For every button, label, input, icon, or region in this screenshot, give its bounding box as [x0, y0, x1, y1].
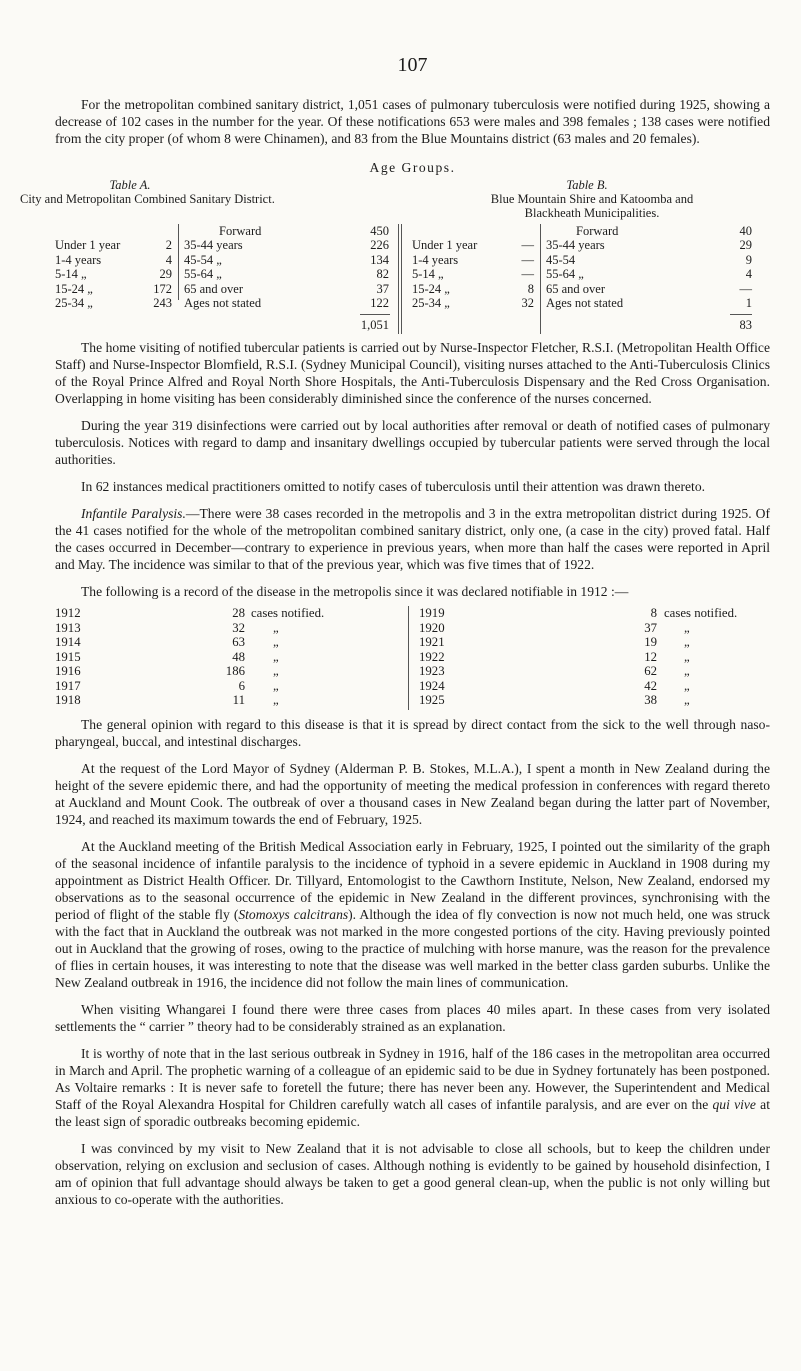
latin-phrase: qui vive — [712, 1097, 756, 1112]
species-name: Stomoxys calcitrans — [238, 907, 349, 922]
year-row: 1912 28 cases notified. — [55, 606, 325, 620]
paragraph-home-visiting: The home visiting of notified tubercular patients is carried out by Nurse-Inspector Fletcher, R.S.I. (Metropolitan Health Office Staff) and Nurse-Inspector Blomfield, R.S.I. (Sydney Municipal Council), visiting nurses attached to the Anti-Tuberculosis Clinics of the Royal Prince Alfred and Royal North Shore Hospitals, the Anti-Tuberculosis Dispensary and the Red Cross Organisation. Overlapping in home visiting has been considerably diminished since the conference of the nurses concerned. — [55, 340, 770, 406]
table-a-row: Under 1 year 2 — [55, 238, 172, 253]
paragraph-whangarei: When visiting Whangarei I found there were three cases from places 40 miles apart. In these cases from very isolated settlements the “ carrier ” theory had to be considerably strained as an explanation. — [55, 1002, 770, 1034]
table-a-total-rule — [360, 314, 390, 315]
year-row: 1916 186 „ — [55, 664, 279, 678]
table-a-row: 65 and over 37 — [184, 281, 389, 296]
table-b-left-column — [412, 224, 534, 310]
table-b-row: Ages not stated 1 — [546, 295, 752, 310]
year-row: 1919 8 cases notified. — [419, 606, 738, 620]
year-row: 1913 32 „ — [55, 620, 279, 635]
table-b-row: 45-54 9 — [546, 252, 752, 267]
table-a-row: 55-64 „ 82 — [184, 267, 389, 282]
paragraph-disinfections: During the year 319 disinfections were carried out by local authorities after removal or death of notified cases of pulmonary tuberculosis. Notices with regard to damp and insanitary dwellings occupied by tubercular patients were served through the local authorities. — [55, 418, 770, 467]
table-b-subtitle-line2: Blackheath Municipalities. — [524, 206, 660, 220]
year-row: 1921 19 „ — [419, 635, 690, 649]
year-row: 1915 48 „ — [55, 649, 279, 664]
table-a-total: 1,051 — [360, 318, 389, 332]
table-a-row: Ages not stated 122 — [184, 295, 389, 310]
year-row: 1917 6 „ — [55, 678, 279, 693]
paragraph-infantile-paralysis: Infantile Paralysis.—There were 38 cases recorded in the metropolis and 3 in the extra metropolitan district during 1925. Of the 41 cases notified for the whole of the metropolitan combined sanitary district, only one, (a case in the city) proved fatal. Half the cases occurred in December—contrary to experience in previous years, when more than half the cases were reported in April and May. The incidence was similar to that of the previous year, which was five times that of 1922. — [55, 506, 771, 572]
table-b-caption: Table B. — [566, 178, 608, 192]
paragraph-intro: For the metropolitan combined sanitary district, 1,051 cases of pulmonary tuberculosis were notified during 1925, showing a decrease of 102 cases in the number for the year. Of these notifications 653 were males and 398 females ; 138 cases were notified from the city proper (of whom 8 were Chinamen), and 83 from the Blue Mountains district (63 males and 20 females). — [55, 97, 770, 146]
table-a-row: 35-44 years 226 — [184, 238, 389, 253]
paragraph-new-zealand: At the request of the Lord Mayor of Sydney (Alderman P. B. Stokes, M.L.A.), I spent a month in New Zealand during the height of the severe epidemic there, and had the opportunity of meeting the medical profession in conferences with regard thereto at Auckland and Mount Cook. The outbreak of over a thousand cases in New Zealand began during the latter part of November, 1924, and reached its maximum towards the end of February, 1925. — [55, 761, 770, 827]
infantile-paralysis-title: Infantile Paralysis. — [81, 506, 186, 521]
table-a-divider — [178, 224, 179, 300]
table-a-row: 45-54 „ 134 — [184, 252, 389, 267]
year-row: 1918 11 „ — [55, 693, 279, 707]
year-row: 1923 62 „ — [419, 664, 690, 678]
table-a-row: 1-4 years 4 — [55, 252, 172, 267]
table-b-row: 25-34 „ 32 — [412, 295, 534, 310]
table-a-left-column — [55, 224, 172, 310]
year-record-left — [55, 606, 355, 708]
page-number: 107 — [397, 54, 428, 76]
table-a-right-column — [184, 224, 389, 310]
age-group-tables — [20, 178, 770, 332]
table-a-subtitle: City and Metropolitan Combined Sanitary District. — [20, 192, 275, 206]
table-b-row: 1-4 years — — [412, 252, 534, 267]
table-b-row: 15-24 „ 8 — [412, 281, 534, 296]
table-a-row: 5-14 „ 29 — [55, 267, 172, 282]
year-row: 1920 37 „ — [419, 620, 690, 635]
table-b-right-column — [546, 224, 752, 310]
paragraph-general-opinion: The general opinion with regard to this disease is that it is spread by direct contact from the sick to the well through naso-pharyngeal, buccal, and intestinal discharges. — [55, 717, 770, 749]
table-b-row: 55-64 „ 4 — [546, 267, 752, 282]
age-groups-heading: Age Groups. — [369, 160, 456, 175]
table-a-forward-row: Forward 450 — [219, 224, 389, 238]
year-row: 1924 42 „ — [419, 678, 690, 693]
year-record-table — [55, 606, 770, 716]
table-b-row: 5-14 „ — — [412, 267, 534, 282]
paragraph-omitted-notifications: In 62 instances medical practitioners omitted to notify cases of tuberculosis until their attention was drawn thereto. — [81, 479, 706, 494]
year-row: 1922 12 „ — [419, 649, 690, 664]
paragraph-sydney-outbreak: It is worthy of note that in the last serious outbreak in Sydney in 1916, half of the 186 cases in the metropolitan area occurred in March and April. The prophetic warning of a colleague of an epidemic said to be due in Sydney fortunately has been postponed. As Voltaire remarks : It is never safe to foretell the future; there has never been any. However, the Superintendent and Medical Staff of the Royal Alexandra Hospital for Children carefully watch all cases of infantile paralysis, and are ever on the qui vive at the least sign of sporadic outbreaks becoming epidemic. — [55, 1046, 770, 1129]
table-b-total: 83 — [739, 318, 752, 332]
table-b-row: 35-44 years 29 — [546, 238, 752, 253]
table-a-row: 15-24 „ 172 — [55, 281, 172, 296]
year-row: 1914 63 „ — [55, 635, 279, 649]
table-separator — [398, 224, 399, 334]
document-page — [20, 0, 771, 1208]
paragraph-schools: I was convinced by my visit to New Zealand that it is not advisable to close all schools, but to keep the children under observation, relying on exclusion and seclusion of cases. Although nothing is evidently to be gained by household disinfection, I am of opinion that full advantage should always be taken to get a good general clean-up, when the public is not only willing but anxious to co-operate with the authorities. — [55, 1141, 770, 1207]
table-b-subtitle-line1: Blue Mountain Shire and Katoomba and — [490, 192, 694, 206]
table-b-row: Under 1 year — — [412, 238, 534, 253]
table-a-caption: Table A. — [109, 178, 151, 192]
table-b-row: 65 and over — — [546, 281, 752, 296]
table-separator — [401, 224, 402, 334]
paragraph-record-intro: The following is a record of the disease in the metropolis since it was declared notifiable in 1912 :— — [81, 584, 629, 599]
paragraph-auckland-meeting: At the Auckland meeting of the British Medical Association early in February, 1925, I pointed out the similarity of the graph of the seasonal incidence of infantile paralysis to the incidence of typhoid in a severe epidemic in Auckland in 1908 during my appointment as District Health Officer. Dr. Tillyard, Entomologist to the Cawthorn Institute, Nelson, New Zealand, endorsed my observations as to the seasonal occurrence of the epidemic in New Zealand in the different provinces, synchronising with the period of flight of the stable fly (Stomoxys calcitrans). Although the idea of fly convection is now not much held, one was struck with the fact that in Auckland the outbreak was not marked in the more congested portions of the city. Having previously pointed out in Auckland that the growing of roses, owing to the practice of mulching with horse manure, was the reason for the prevalence of flies in certain houses, it was interesting to note that the disease was well marked in the better class garden suburbs. Unlike the New Zealand outbreak in 1916, the incidence did not follow the main lines of communication. — [55, 839, 771, 990]
year-record-divider — [408, 606, 409, 710]
table-b-divider — [540, 224, 541, 334]
table-b-forward-row: Forward 40 — [576, 224, 752, 238]
year-row: 1925 38 „ — [419, 693, 690, 707]
table-a-row: 25-34 „ 243 — [55, 295, 172, 310]
year-record-right — [419, 606, 769, 708]
table-b-total-rule — [730, 314, 752, 315]
